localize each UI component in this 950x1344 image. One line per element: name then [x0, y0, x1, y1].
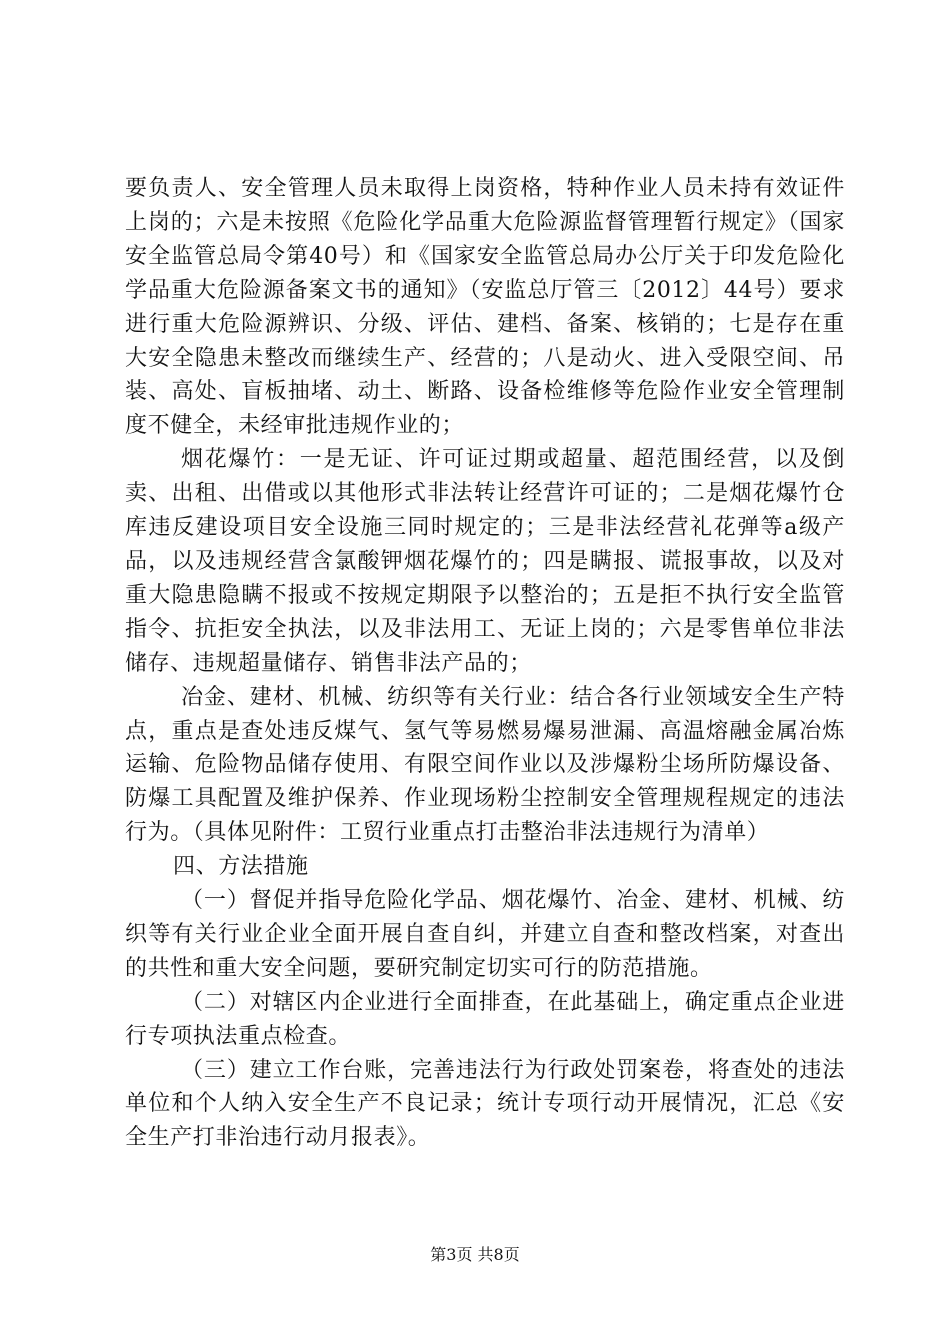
- section-heading-methods: 四、方法措施: [173, 854, 309, 880]
- page-number-footer: 第3页 共8页: [430, 1245, 520, 1264]
- paragraph-measure-3: （三）建立工作台账，完善违法行为行政处罚案卷，将查处的违法单位和个人纳入安全生产不良记录；统计专项行动开展情况，汇总《安全生产打非治违行动月报表》。: [125, 1057, 845, 1151]
- paragraph-measure-1: （一）督促并指导危险化学品、烟花爆竹、冶金、建材、机械、纺织等有关行业企业全面开展自查自纠，并建立自查和整改档案，对查出的共性和重大安全问题，要研究制定切实可行的防范措施。: [125, 888, 845, 981]
- paragraph-fireworks: 烟花爆竹：一是无证、许可证过期或超量、超范围经营，以及倒卖、出租、出借或以其他形式非法转让经营许可证的；二是烟花爆竹仓库违反建设项目安全设施三同时规定的；三是非法经营礼花弹等a级产品，以及违规经营含氯酸钾烟花爆竹的；四是瞒报、谎报事故，以及对重大隐患隐瞒不报或不按规定期限予以整治的；五是拒不执行安全监管指令、抗拒安全执法，以及非法用工、无证上岗的；六是零售单位非法储存、违规超量储存、销售非法产品的；: [125, 447, 845, 676]
- document-body: [125, 172, 845, 1155]
- paragraph-continuation: 要负责人、安全管理人员未取得上岗资格，特种作业人员未持有效证件上岗的；六是未按照《危险化学品重大危险源监督管理暂行规定》（国家安全监管总局令第40号）和《国家安全监管总局办公厅关于印发危险化学品重大危险源备案文书的通知》（安监总厅管三〔2012〕44号）要求进行重大危险源辨识、分级、评估、建档、备案、核销的；七是存在重大安全隐患未整改而继续生产、经营的；八是动火、进入受限空间、吊装、高处、盲板抽堵、动土、断路、设备检维修等危险作业安全管理制度不健全，未经审批违规作业的；: [125, 176, 845, 439]
- paragraph-measure-2: （二）对辖区内企业进行全面排查，在此基础上，确定重点企业进行专项执法重点检查。: [125, 989, 845, 1049]
- paragraph-metallurgy: 冶金、建材、机械、纺织等有关行业：结合各行业领域安全生产特点，重点是查处违反煤气、氢气等易燃易爆易泄漏、高温熔融金属冶炼运输、危险物品储存使用、有限空间作业以及涉爆粉尘场所防爆设备、防爆工具配置及维护保养、作业现场粉尘控制安全管理规程规定的违法行为。（具体见附件：工贸行业重点打击整治非法违规行为清单）: [125, 684, 845, 846]
